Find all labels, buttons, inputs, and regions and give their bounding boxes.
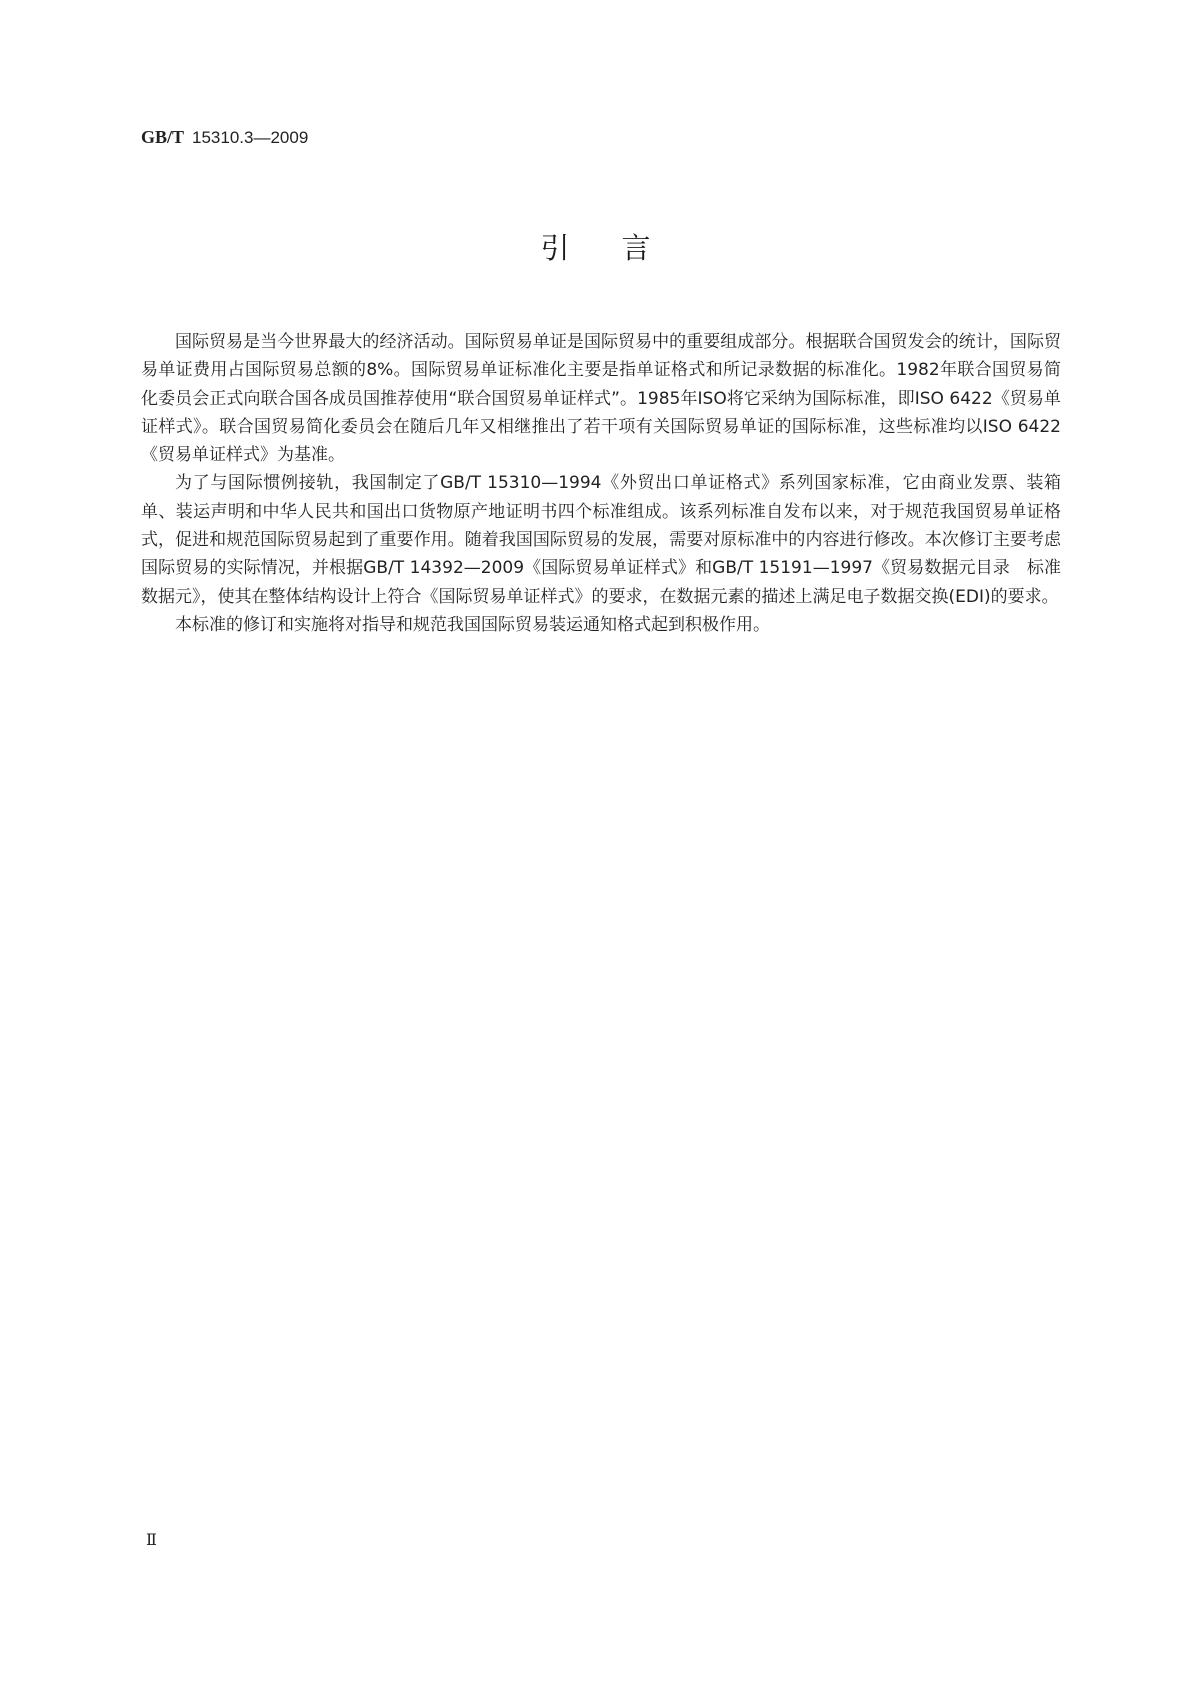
page-title: 引言 [540, 231, 703, 265]
introduction-body [141, 328, 1061, 639]
paragraph-1: 国际贸易是当今世界最大的经济活动。国际贸易单证是国际贸易中的重要组成部分。根据联合国贸发会的统计，国际贸易单证费用占国际贸易总额的8%。国际贸易单证标准化主要是指单证格式和所记录数据的标准化。1982年联合国贸易简化委员会正式向联合国各成员国推荐使用“联合国贸易单证样式”。1985年ISO将它采纳为国际标准，即ISO 6422《贸易单证样式》。联合国贸易简化委员会在随后几年又相继推出了若干项有关国际贸易单证的国际标准，这些标准均以ISO 6422《贸易单证样式》为基准。 [141, 332, 1061, 466]
paragraph-3: 本标准的修订和实施将对指导和规范我国国际贸易装运通知格式起到积极作用。 [175, 614, 770, 635]
page-number: Ⅱ [146, 1532, 157, 1549]
standard-code-number: 15310.3—2009 [192, 128, 309, 147]
paragraph-2: 为了与国际惯例接轨，我国制定了GB/T 15310—1994《外贸出口单证格式》系列国家标准，它由商业发票、装箱单、装运声明和中华人民共和国出口货物原产地证明书四个标准组成。该系列标准自发布以来，对于规范我国贸易单证格式，促进和规范国际贸易起到了重要作用。随着我国国际贸易的发展，需要对原标准中的内容进行修改。本次修订主要考虑国际贸易的实际情况，并根据GB/T 14392—2009《国际贸易单证样式》和GB/T 15191—1997《贸易数据元目录 标准数据元》，使其在整体结构设计上符合《国际贸易单证样式》的要求，在数据元素的描述上满足电子数据交换(EDI)的要求。 [141, 473, 1061, 607]
standard-code [141, 126, 308, 149]
standard-code-prefix: GB/T [141, 127, 185, 147]
